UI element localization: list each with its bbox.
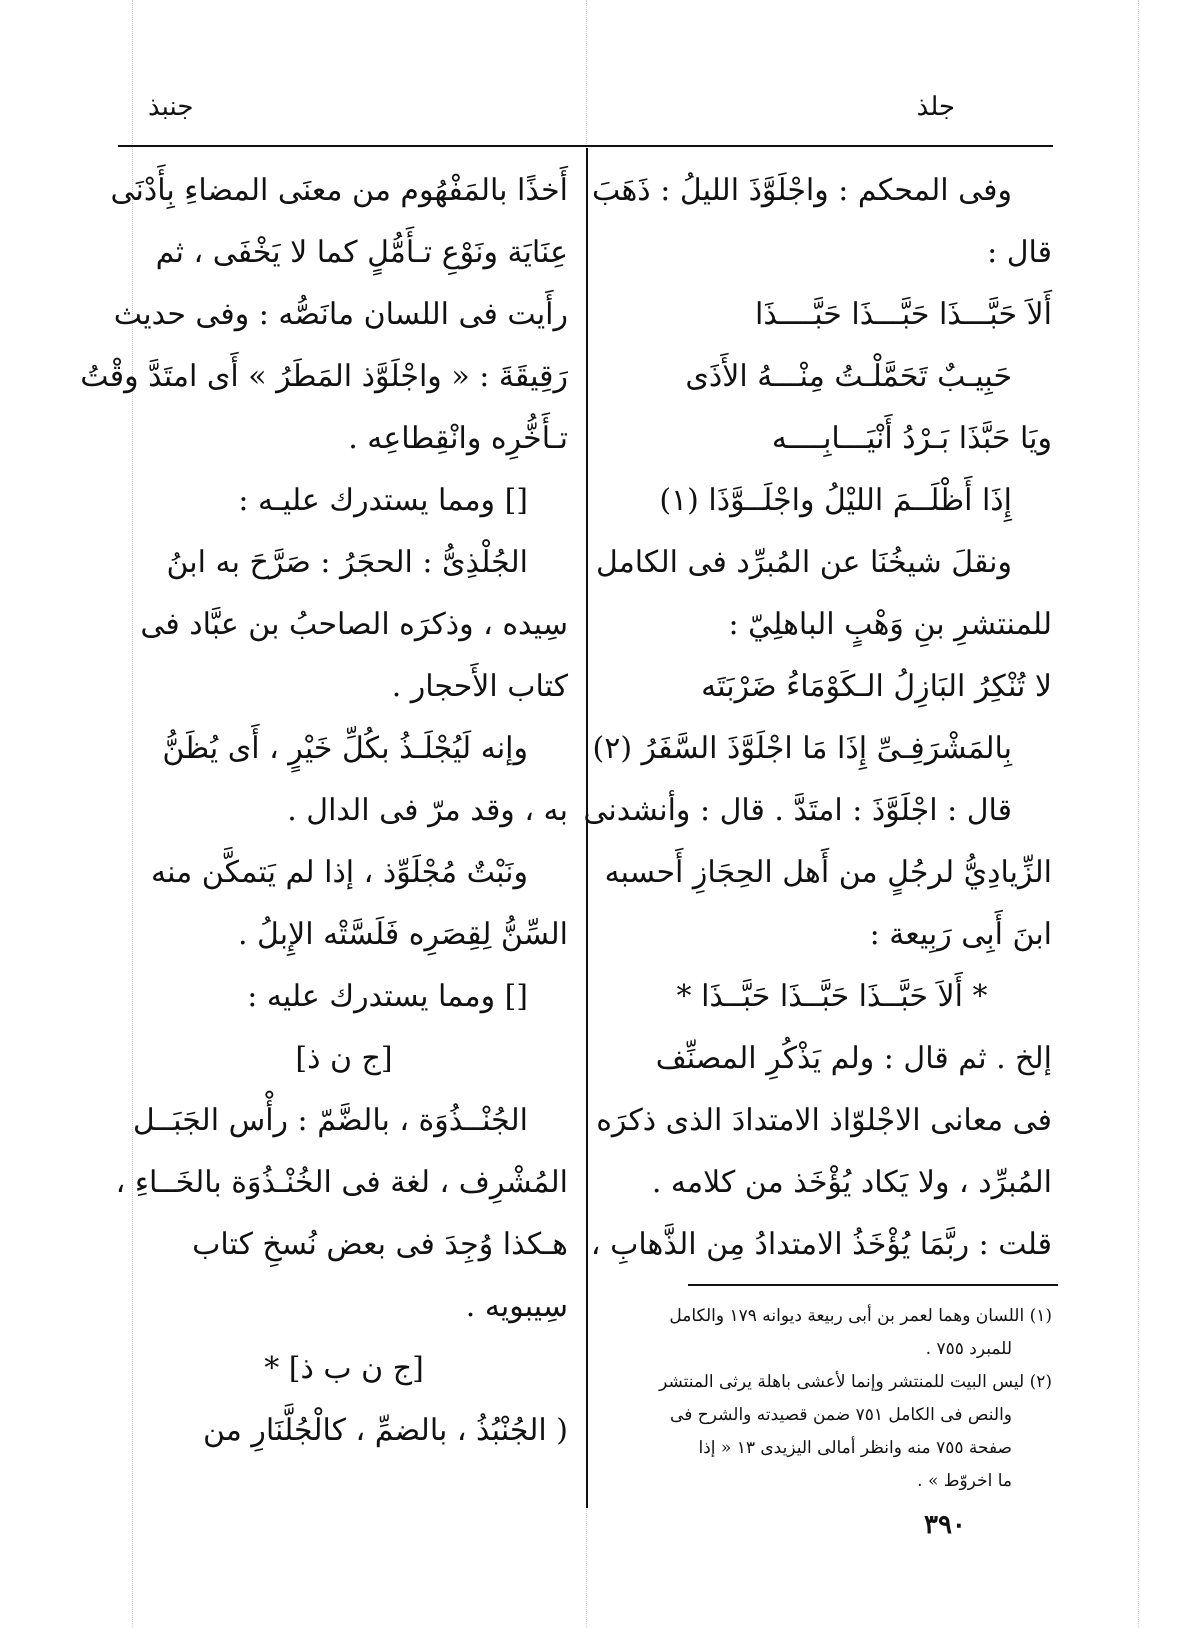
footnote-rule	[688, 1284, 1058, 1286]
text-line: تـأَخُّرِه وانْقِطاعِه .	[348, 421, 568, 456]
verse-line: أَلاَ حَبَّـــذَا حَبَّـــذَا حَبَّــــذَا	[755, 297, 1052, 332]
header-right-word: جلذ	[916, 92, 955, 122]
verse-line: لا تُنْكِرُ البَازِلُ الـكَوْمَاءُ ضَرْبَتَه	[701, 669, 1052, 704]
text-line: ابنَ أَبِى رَبِيعة :	[869, 917, 1052, 952]
footnote-line: للمبرد ٧٥٥ .	[925, 1339, 1012, 1359]
text-line: عِنَايَة ونَوْعِ تـأَمُّلٍ كما لا يَخْفَى ، ثم	[155, 235, 568, 270]
text-line: وفى المحكم : واجْلَوَّذَ الليلُ : ذَهَبَ	[592, 173, 1012, 208]
section-marker: [] ومما يستدرك عليه :	[247, 979, 528, 1014]
text-line: رأَيت فى اللسان مانَصُّه : وفى حديث	[113, 297, 568, 332]
page-number: ٣٩٠	[924, 1510, 966, 1540]
text-line: به ، وقد مرّ فى الدال .	[287, 793, 568, 828]
text-line: إلخ . ثم قال : ولم يَذْكُرِ المصنِّف	[655, 1041, 1052, 1076]
footnote-line: صفحة ٧٥٥ منه وانظر أمالى اليزيدى ١٣ « إذا	[698, 1438, 1012, 1458]
text-line: سِيبويه .	[465, 1289, 568, 1324]
entry-heading: [ج ن ذ]	[295, 1041, 393, 1076]
text-line: ( الجُنْبُذُ ، بالضمِّ ، كالْجُلَّنَارِ من	[202, 1413, 568, 1448]
text-line: ونَبْتٌ مُجْلَوِّذ ، إذا لم يَتمكَّن منه	[151, 855, 528, 890]
header-left-word: جنبذ	[148, 92, 194, 122]
footnote-line: ما اخروّط » .	[917, 1471, 1012, 1491]
verse-line: ويَا حَبَّذَا بَـرْدُ أَنْيَـــابِــــه	[771, 421, 1052, 456]
right-column	[583, 160, 1052, 1276]
text-line: السِّنُّ لِقِصَرِه فَلَسَّتْه الإِبلُ .	[237, 917, 568, 952]
verse-line: حَبِيـبٌ تَحَمَّلْـتُ مِنْـــهُ الأَذَى	[685, 359, 1012, 394]
text-line: قلت : ربَّمَا يُؤْخَذُ الامتدادُ مِن الذَّهابِ ،	[590, 1227, 1052, 1262]
text-line: ونقلَ شيخُنَا عن المُبرِّد فى الكامل	[595, 545, 1012, 580]
verse-line: * أَلاَ حَبَّــذَا حَبَّــذَا حَبَّــذَا *	[676, 979, 988, 1014]
text-line: المُبرِّد ، ولا يَكاد يُؤْخَذ من كلامه .	[651, 1165, 1052, 1200]
text-line: قال :	[987, 235, 1052, 270]
text-line: قال : اجْلَوَّذَ : امتَدَّ . قال : وأنشدنى	[583, 793, 1012, 828]
text-line: الزِّيادِيُّ لرجُلٍ من أَهل الحِجَازِ أَحسبه	[604, 855, 1052, 890]
text-line: هـكذا وُجِدَ فى بعض نُسخِ كتاب	[192, 1227, 568, 1262]
text-line: سِيده ، وذكرَه الصاحبُ بن عبَّاد فى	[140, 607, 568, 642]
verse-line: إِذَا أَظْلَــمَ الليْلُ واجْلَــوَّذَا (١)	[659, 483, 1012, 518]
text-line: وإنه لَيُجْلَـذُ بكُلِّ خَيْرٍ ، أَى يُظَنُّ	[162, 731, 528, 766]
left-column	[80, 160, 568, 1462]
footnote-line: والنص فى الكامل ٧٥١ ضمن قصيدته والشرح فى	[670, 1405, 1012, 1425]
verse-line: بِالمَشْرَفِـىِّ إِذَا مَا اجْلَوَّذَ السَّفَرُ (٢)	[592, 731, 1012, 766]
text-line: أَخذًا بالمَفْهُوم من معنَى المضاءِ بِأَدْنَى	[110, 173, 568, 208]
text-line: المُشْرِف ، لغة فى الخُنْـذُوَة بالخَــاءِ ،	[115, 1165, 568, 1200]
text-line: الجُنْــذُوَة ، بالضَّمّ : رأْس الجَبَــل	[132, 1103, 528, 1138]
entry-heading: [ج ن ب ذ] *	[264, 1351, 424, 1386]
text-line: كتاب الأَحجار .	[391, 669, 568, 704]
footnote-line: (١) اللسان وهما لعمر بن أبى ربيعة ديوانه ١٧٩ والكامل	[669, 1306, 1052, 1326]
text-line: للمنتشرِ بنِ وَهْبٍ الباهلِيّ :	[728, 607, 1052, 642]
text-line: فى معانى الاجْلوّاذ الامتدادَ الذى ذكرَه	[596, 1103, 1052, 1138]
footnotes	[612, 1300, 1052, 1498]
text-line: الجُلْذِىُّ : الحجَرُ : صَرَّحَ به ابنُ	[166, 545, 528, 580]
footnote-line: (٢) ليس البيت للمنتشر وإنما لأعشى باهلة يرثى المنتشر	[659, 1372, 1052, 1392]
guide-line	[1138, 0, 1139, 1628]
text-line: رَقِيقَةَ : « واجْلَوَّذ المَطَرُ » أَى امتَدَّ وقْتُ	[80, 359, 568, 394]
section-marker: [] ومما يستدرك عليـه :	[238, 483, 528, 518]
header-rule	[118, 145, 1053, 147]
